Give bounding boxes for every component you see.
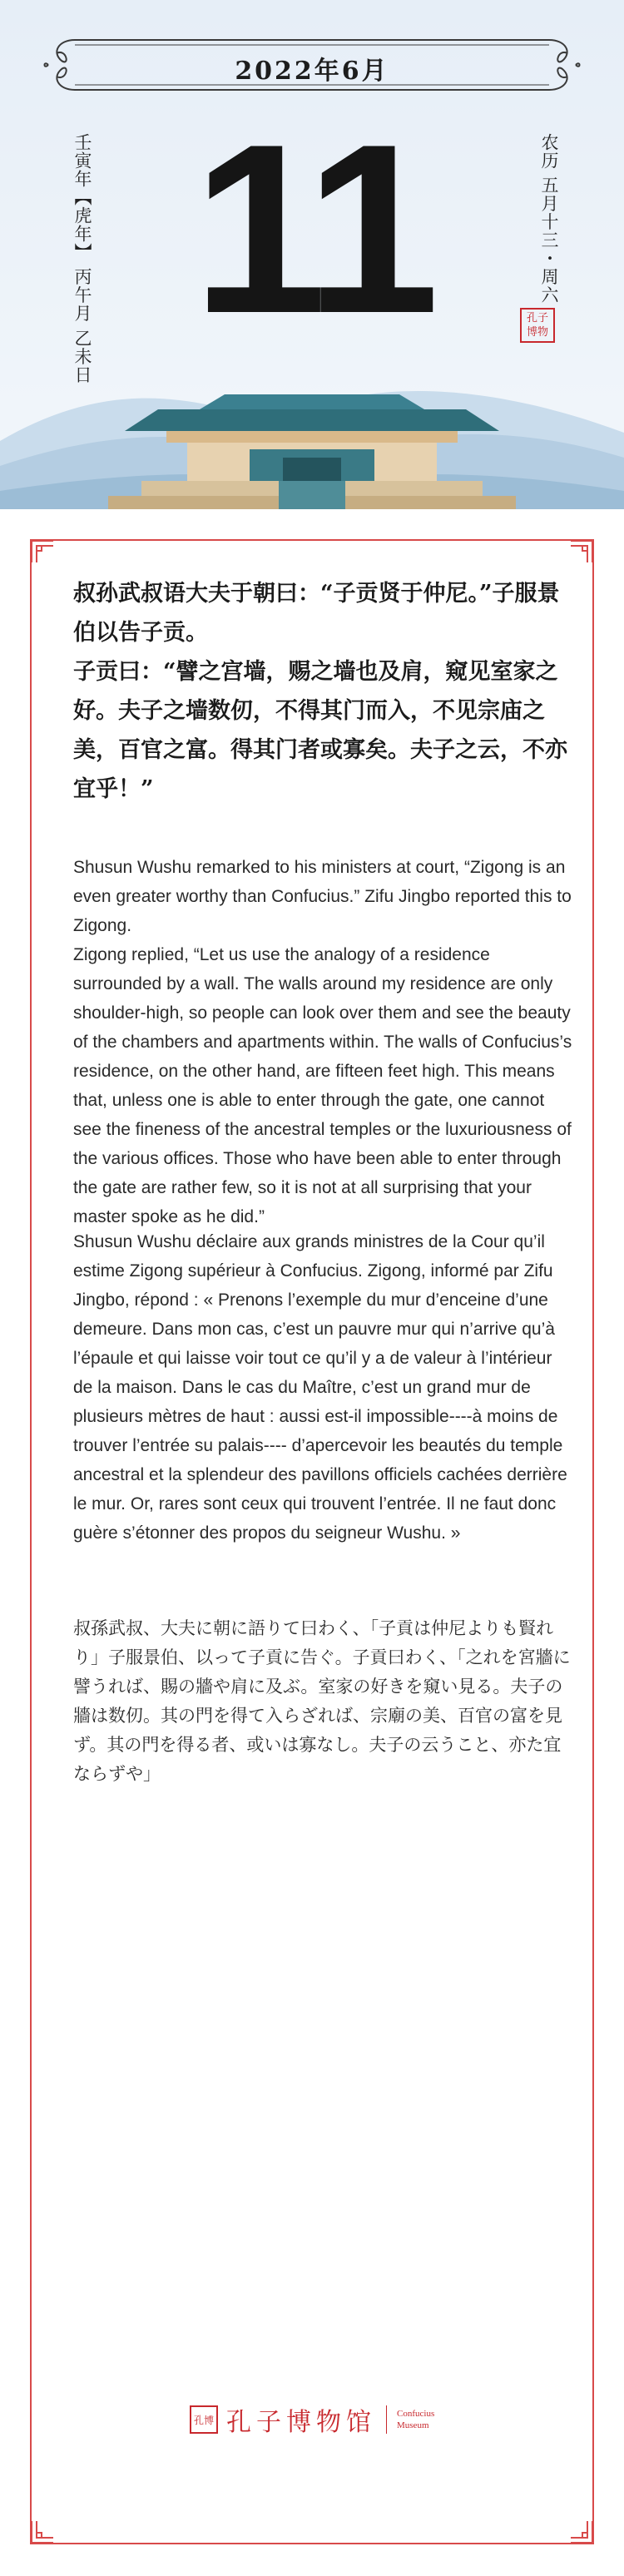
french-translation: Shusun Wushu déclaire aux grands ministres de la Cour qu’il estime Zigong supérieur à Confucius. Zigong, informé par Zifu Jingbo, répond : « Prenons l’exemple du mur d’enceine d’une demeure. Dans mon cas, c’est un pauvre mur qui n’arrive qu’à l’épaule et qui laisse voir tout ce qu’il y a de valeur à l’intérieur de la maison. Dans le cas du Maître, c’est un grand mur de plusieurs mètres de haut : aussi est-il impossible----à moins de trouver l’entrée su palais---- d’apercevoir les beautés du temple ancestral et la splendeur des pavillons officiels cachées derrière le mur. Or, rares sont ceux qui trouvent l’entrée. Il ne faut donc guère s’étonner des propos du seigneur Wushu. » — [73, 1232, 567, 1543]
corner-ornament-icon — [569, 539, 594, 564]
palace-illustration — [0, 333, 624, 533]
english-translation — [73, 853, 572, 1231]
ganzhi-date: 壬寅年【虎年】 丙午月 乙未日 — [72, 133, 92, 384]
english-paragraph: Zigong replied, “Let us use the analogy of a residence surrounded by a wall. The walls around my residence are only shoulder-high, so people can look over them and see the beauty of the chambers and apartments within. The walls of Confucius’s residence, on the other hand, are fifteen feet high. This means that, unless one is able to enter through the gate, one cannot see the fineness of the ancestral temples or the luxuriousness of the various offices. Those who have been able to enter through the gate are rather few, so it is not at all surprising that your master spoke as he did.” — [73, 945, 572, 1226]
logo-chinese-name: 孔子博物馆 — [226, 2408, 376, 2437]
japanese-paragraph: 叔孫武叔、大夫に朝に語りて曰わく、「子貢は仲尼よりも賢れり」子服景伯、以って子貢に告ぐ。子貢曰わく、「之れを宮牆に譬うれば、賜の牆や肩に及ぶ。室家の好きを窺い見る。夫子の牆は数仞。其の門を得て入らざれば、宗廟の美、百官の富を見ず。其の門を得る者、或いは寡なし。夫子の云うこと、亦た宜ならずや」 — [73, 1618, 571, 1784]
lunar-date: 农历 五月十三・周六 — [539, 133, 559, 305]
classical-line: 子贡曰：“譬之宫墙，赐之墙也及肩，窥见室家之好。夫子之墙数仞，不得其门而入，不见宗庙之美，百官之富。得其门者或寡矣。夫子之云，不亦宜乎！” — [73, 659, 567, 802]
museum-logo — [190, 2400, 455, 2439]
logo-english-name: Confucius Museum — [397, 2409, 435, 2430]
day-number: 11 — [192, 94, 432, 364]
logo-seal-icon: 孔博 — [190, 2405, 218, 2434]
japanese-translation — [73, 1614, 572, 1789]
logo-divider — [386, 2405, 387, 2434]
calendar-header — [0, 0, 624, 533]
year-month: 2022年6月 — [235, 57, 389, 86]
corner-ornament-icon — [30, 2519, 55, 2544]
english-paragraph: Shusun Wushu remarked to his ministers at court, “Zigong is an even greater worthy than Confucius.” Zifu Jingbo reported this to Zigong. — [73, 858, 572, 935]
classical-line: 叔孙武叔语大夫于朝曰：“子贡贤于仲尼。”子服景伯以告子贡。 — [73, 581, 560, 646]
classical-chinese-text — [73, 574, 572, 809]
seal-stamp: 孔子博物 — [520, 308, 555, 343]
corner-ornament-icon — [30, 539, 55, 564]
corner-ornament-icon — [569, 2519, 594, 2544]
content-card — [25, 533, 599, 2551]
